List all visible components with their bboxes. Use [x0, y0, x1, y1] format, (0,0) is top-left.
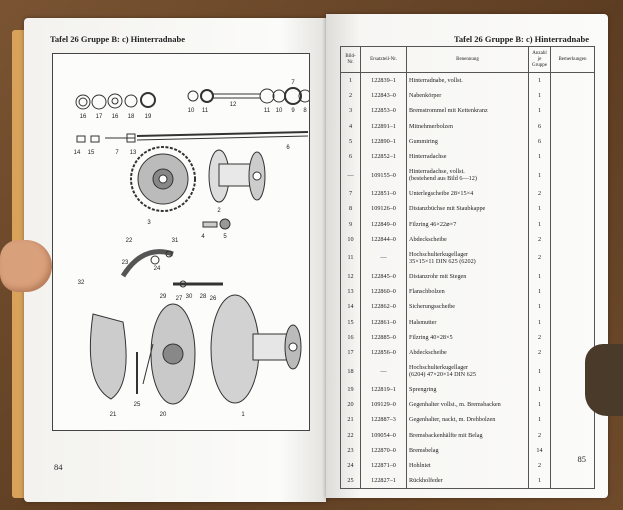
- bild-nr-cell: 5: [341, 134, 361, 149]
- benennung-text: Abdeckscheibe: [409, 348, 447, 356]
- left-page: [24, 18, 326, 502]
- anzahl-cell: 1: [529, 397, 551, 412]
- benennung-cell: [407, 73, 529, 89]
- table-row: [341, 164, 595, 186]
- benennung-cell: [407, 88, 529, 103]
- figure-callout-number: 32: [77, 280, 85, 286]
- benennung-text: Hohlniet: [409, 462, 431, 470]
- bild-nr-cell: 11: [341, 247, 361, 269]
- ersatzteil-nr-cell: 122819–1: [361, 382, 407, 397]
- benennung-cell: [407, 284, 529, 299]
- figure-callout-number: 28: [199, 294, 207, 300]
- anzahl-cell: 1: [529, 360, 551, 382]
- bemerkungen-cell: [551, 164, 595, 186]
- bemerkungen-cell: [551, 88, 595, 103]
- figure-callout-number: 15: [87, 150, 95, 156]
- abdeckscheibe-drawing: [92, 95, 106, 109]
- ersatzteil-nr-cell: 122845–0: [361, 269, 407, 284]
- benennung-text: Bremsbelag: [409, 446, 439, 454]
- anzahl-cell: 6: [529, 134, 551, 149]
- benennung-cell: [407, 412, 529, 427]
- benennung-text: Gegenhalter, nackt, m. Drehbolzen: [409, 416, 496, 424]
- table-row: [341, 330, 595, 345]
- benennung-text: Halsmutter: [409, 318, 437, 326]
- benennung-text: Distanzrohr mit Stegen: [409, 272, 467, 280]
- benennung-text: Abdeckscheibe: [409, 235, 447, 243]
- benennung-text: Unterlegscheibe 28×15×4: [409, 190, 474, 198]
- figure-callout-number: 10: [187, 108, 195, 114]
- benennung-subtext: (6204) 47×20×14 DIN 625: [409, 371, 476, 378]
- figure-callout-number: 3: [147, 220, 151, 226]
- benennung-text: Bremsbackenhälfte mit Belag: [409, 431, 483, 439]
- figure-callout-number: 12: [229, 102, 237, 108]
- col-ersatzteil-nr: Ersatzteil-Nr.: [361, 47, 407, 73]
- benennung-text: Hinterradachse: [409, 153, 447, 161]
- figure-callout-number: 27: [175, 296, 183, 302]
- bild-nr-cell: —: [341, 164, 361, 186]
- bemerkungen-cell: [551, 217, 595, 232]
- anzahl-cell: 2: [529, 345, 551, 360]
- ersatzteil-nr-cell: 122852–1: [361, 149, 407, 164]
- anzahl-cell: 1: [529, 73, 551, 89]
- benennung-text: Sicherungsscheibe: [409, 303, 456, 311]
- bild-nr-cell: 25: [341, 473, 361, 489]
- ersatzteil-nr-cell: 122860–0: [361, 284, 407, 299]
- table-row: [341, 314, 595, 329]
- bild-nr-cell: 16: [341, 330, 361, 345]
- benennung-text: Distanzbüchse mit Staubkappe: [409, 205, 486, 213]
- ersatzteil-nr-cell: 122861–0: [361, 314, 407, 329]
- halsmutter-drawing: [77, 136, 85, 142]
- benennung-cell: [407, 186, 529, 201]
- benennung-text: Gegenhalter vollst., m. Bremsbacken: [409, 401, 501, 409]
- figure-callout-number: 5: [223, 234, 227, 240]
- benennung-text: Filzring 40×28×5: [409, 333, 453, 341]
- figure-callout-number: 9: [291, 108, 295, 114]
- ersatzteil-nr-cell: 122871–0: [361, 458, 407, 473]
- col-bild-nr: Bild-Nr.: [341, 47, 361, 73]
- table-row: [341, 186, 595, 201]
- bild-nr-cell: 14: [341, 299, 361, 314]
- bemerkungen-cell: [551, 269, 595, 284]
- figure-callout-number: 6: [286, 145, 290, 151]
- anzahl-cell: 1: [529, 314, 551, 329]
- bild-nr-cell: 18: [341, 360, 361, 382]
- figure-callout-number: 20: [159, 412, 167, 418]
- ersatzteil-nr-cell: 122856–0: [361, 345, 407, 360]
- benennung-cell: [407, 428, 529, 443]
- bemerkungen-cell: [551, 473, 595, 489]
- parts-table-header: [341, 47, 595, 73]
- filzring-drawing: [76, 95, 90, 109]
- col-bemerkungen: Bemerkungen: [551, 47, 595, 73]
- figure-callout-number: 7: [115, 150, 119, 156]
- anzahl-cell: 2: [529, 330, 551, 345]
- bild-nr-cell: 19: [341, 382, 361, 397]
- thumb-right: [585, 344, 623, 416]
- anzahl-cell: 1: [529, 201, 551, 216]
- bild-nr-cell: 24: [341, 458, 361, 473]
- benennung-cell: [407, 232, 529, 247]
- figure-callout-number: 22: [125, 238, 133, 244]
- bild-nr-cell: 4: [341, 119, 361, 134]
- table-row: [341, 134, 595, 149]
- bild-nr-cell: 12: [341, 269, 361, 284]
- benennung-cell: [407, 314, 529, 329]
- left-page-title: Tafel 26 Gruppe B: c) Hinterradnabe: [50, 34, 185, 44]
- benennung-text: Filzring 46×22⌀×7: [409, 220, 457, 228]
- benennung-cell: [407, 217, 529, 232]
- table-row: [341, 232, 595, 247]
- ersatzteil-nr-cell: 109054–0: [361, 428, 407, 443]
- benennung-cell: [407, 149, 529, 164]
- bemerkungen-cell: [551, 284, 595, 299]
- benennung-cell: [407, 119, 529, 134]
- benennung-text: Hinterradachse, vollst.: [409, 168, 465, 176]
- benennung-text: Mitnehmerbolzen: [409, 122, 453, 130]
- ersatzteil-nr-cell: 122885–0: [361, 330, 407, 345]
- ersatzteil-nr-cell: 122862–0: [361, 299, 407, 314]
- benennung-text: Hochschulterkugellager: [409, 364, 469, 371]
- figure-callout-number: 16: [79, 114, 87, 120]
- bemerkungen-cell: [551, 247, 595, 269]
- anzahl-cell: 1: [529, 103, 551, 118]
- benennung-text: Hinterradnabe, vollst.: [409, 77, 463, 85]
- figure-callout-number: 21: [109, 412, 117, 418]
- anzahl-cell: 1: [529, 164, 551, 186]
- brake-shoe-drawing: [123, 252, 173, 276]
- bild-nr-cell: 1: [341, 73, 361, 89]
- figure-callout-number: 25: [133, 402, 141, 408]
- exploded-parts-figure: [52, 53, 310, 431]
- table-row: [341, 473, 595, 489]
- anzahl-cell: 6: [529, 119, 551, 134]
- bemerkungen-cell: [551, 103, 595, 118]
- anzahl-cell: 1: [529, 299, 551, 314]
- anzahl-cell: 2: [529, 186, 551, 201]
- benennung-text: Hochschulterkugellager: [409, 250, 469, 258]
- table-row: [341, 269, 595, 284]
- ersatzteil-nr-cell: 122849–0: [361, 217, 407, 232]
- bild-nr-cell: 17: [341, 345, 361, 360]
- ersatzteil-nr-cell: 122839–1: [361, 73, 407, 89]
- bemerkungen-cell: [551, 330, 595, 345]
- benennung-cell: [407, 269, 529, 284]
- bild-nr-cell: 7: [341, 186, 361, 201]
- bemerkungen-cell: [551, 458, 595, 473]
- bild-nr-cell: 6: [341, 149, 361, 164]
- anzahl-cell: 1: [529, 149, 551, 164]
- anzahl-cell: 1: [529, 382, 551, 397]
- figure-callout-number: 29: [159, 294, 167, 300]
- bemerkungen-cell: [551, 149, 595, 164]
- benennung-cell: [407, 164, 529, 186]
- table-row: [341, 119, 595, 134]
- ersatzteil-nr-cell: —: [361, 360, 407, 382]
- benennung-cell: [407, 473, 529, 489]
- ersatzteil-nr-cell: 122844–0: [361, 232, 407, 247]
- exploded-drawing: [53, 54, 309, 430]
- bild-nr-cell: 15: [341, 314, 361, 329]
- bild-nr-cell: 13: [341, 284, 361, 299]
- left-page-number: 84: [54, 462, 63, 472]
- benennung-cell: [407, 201, 529, 216]
- bild-nr-cell: 21: [341, 412, 361, 427]
- benennung-cell: [407, 458, 529, 473]
- anzahl-cell: 1: [529, 473, 551, 489]
- backing-plate-drawing: [90, 314, 126, 399]
- benennung-subtext: 35×15×11 DIN 625 (6202): [409, 257, 476, 265]
- benennung-cell: [407, 330, 529, 345]
- anzahl-cell: 2: [529, 247, 551, 269]
- table-row: [341, 201, 595, 216]
- anzahl-cell: 1: [529, 269, 551, 284]
- ersatzteil-nr-cell: 122890–1: [361, 134, 407, 149]
- bemerkungen-cell: [551, 412, 595, 427]
- table-row: [341, 217, 595, 232]
- benennung-cell: [407, 382, 529, 397]
- table-row: [341, 443, 595, 458]
- figure-callout-number: 16: [111, 114, 119, 120]
- anzahl-cell: 1: [529, 217, 551, 232]
- table-row: [341, 412, 595, 427]
- benennung-cell: [407, 134, 529, 149]
- benennung-cell: [407, 247, 529, 269]
- table-row: [341, 397, 595, 412]
- figure-callout-number: 31: [171, 238, 179, 244]
- parts-table: [340, 46, 595, 489]
- anzahl-cell: 1: [529, 284, 551, 299]
- ersatzteil-nr-cell: 122843–0: [361, 88, 407, 103]
- table-row: [341, 299, 595, 314]
- bemerkungen-cell: [551, 232, 595, 247]
- bild-nr-cell: 20: [341, 397, 361, 412]
- table-row: [341, 382, 595, 397]
- figure-callout-number: 13: [129, 150, 137, 156]
- benennung-cell: [407, 103, 529, 118]
- anzahl-cell: 1: [529, 88, 551, 103]
- ersatzteil-nr-cell: 122870–0: [361, 443, 407, 458]
- ersatzteil-nr-cell: 122887–3: [361, 412, 407, 427]
- ersatzteil-nr-cell: 122851–0: [361, 186, 407, 201]
- bemerkungen-cell: [551, 314, 595, 329]
- table-row: [341, 345, 595, 360]
- figure-callout-number: 1: [241, 412, 245, 418]
- benennung-cell: [407, 443, 529, 458]
- figure-callout-number: 18: [127, 114, 135, 120]
- bemerkungen-cell: [551, 186, 595, 201]
- bild-nr-cell: 23: [341, 443, 361, 458]
- table-row: [341, 247, 595, 269]
- figure-callout-number: 7: [291, 80, 295, 86]
- figure-callout-number: 11: [201, 108, 209, 114]
- benennung-text: Gummiring: [409, 137, 438, 145]
- bemerkungen-cell: [551, 428, 595, 443]
- benennung-text: Rückholfeder: [409, 477, 443, 485]
- bemerkungen-cell: [551, 201, 595, 216]
- right-page-number: 85: [577, 454, 586, 464]
- anzahl-cell: 2: [529, 232, 551, 247]
- figure-callout-number: 23: [121, 260, 129, 266]
- table-row: [341, 149, 595, 164]
- anzahl-cell: 14: [529, 443, 551, 458]
- bild-nr-cell: 3: [341, 103, 361, 118]
- figure-callout-number: 19: [144, 114, 152, 120]
- ersatzteil-nr-cell: 109126–0: [361, 201, 407, 216]
- ersatzteil-nr-cell: 109129–0: [361, 397, 407, 412]
- bemerkungen-cell: [551, 119, 595, 134]
- ersatzteil-nr-cell: 122853–0: [361, 103, 407, 118]
- bild-nr-cell: 22: [341, 428, 361, 443]
- benennung-text: Flanschbolzen: [409, 288, 445, 296]
- bemerkungen-cell: [551, 73, 595, 89]
- benennung-text: Nabenkörper: [409, 92, 442, 100]
- bemerkungen-cell: [551, 443, 595, 458]
- table-row: [341, 88, 595, 103]
- figure-callout-number: 2: [217, 208, 221, 214]
- benennung-subtext: (bestehend aus Bild 6—12): [409, 175, 477, 183]
- benennung-cell: [407, 299, 529, 314]
- complete-hub-drawing: [211, 295, 259, 403]
- benennung-cell: [407, 360, 529, 382]
- ersatzteil-nr-cell: 122891–1: [361, 119, 407, 134]
- col-benennung: Benennung: [407, 47, 529, 73]
- figure-callout-number: 11: [263, 108, 271, 114]
- ersatzteil-nr-cell: 122827–1: [361, 473, 407, 489]
- bild-nr-cell: 10: [341, 232, 361, 247]
- benennung-text: Sprengring: [409, 386, 437, 394]
- table-row: [341, 284, 595, 299]
- col-anzahl: Anzahl je Gruppe: [529, 47, 551, 73]
- anzahl-cell: 1: [529, 412, 551, 427]
- table-row: [341, 73, 595, 89]
- benennung-text: Bremstrommel mit Kettenkranz: [409, 107, 488, 115]
- right-page: [326, 14, 608, 498]
- bemerkungen-cell: [551, 299, 595, 314]
- bild-nr-cell: 2: [341, 88, 361, 103]
- axle-drawing: [137, 132, 308, 136]
- table-row: [341, 458, 595, 473]
- bild-nr-cell: 9: [341, 217, 361, 232]
- table-row: [341, 428, 595, 443]
- right-page-title: Tafel 26 Gruppe B: c) Hinterradnabe: [454, 34, 589, 44]
- figure-callout-number: 14: [73, 150, 81, 156]
- figure-callout-number: 10: [275, 108, 283, 114]
- figure-callout-number: 24: [153, 266, 161, 272]
- figure-callout-number: 30: [185, 294, 193, 300]
- figure-callout-number: 4: [201, 234, 205, 240]
- benennung-cell: [407, 345, 529, 360]
- ersatzteil-nr-cell: —: [361, 247, 407, 269]
- bemerkungen-cell: [551, 134, 595, 149]
- figure-callout-number: 17: [95, 114, 103, 120]
- benennung-cell: [407, 397, 529, 412]
- ersatzteil-nr-cell: 109155–0: [361, 164, 407, 186]
- anzahl-cell: 2: [529, 458, 551, 473]
- table-row: [341, 103, 595, 118]
- anzahl-cell: 2: [529, 428, 551, 443]
- table-row: [341, 360, 595, 382]
- figure-callout-number: 26: [209, 296, 217, 302]
- thumb-left: [0, 240, 52, 292]
- bild-nr-cell: 8: [341, 201, 361, 216]
- figure-callout-number: 8: [303, 108, 307, 114]
